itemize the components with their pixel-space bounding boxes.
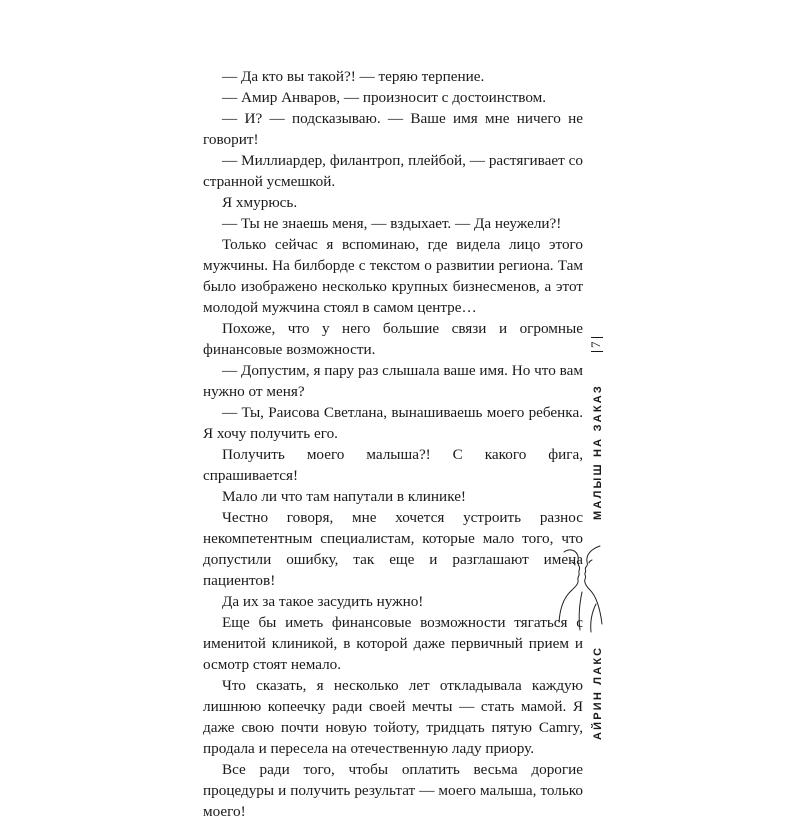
paragraph: — Амир Анваров, — произносит с достоинством. (222, 89, 547, 106)
running-title: МАЛЫШ НА ЗАКАЗ (592, 384, 604, 520)
paragraph: Получить моего малыша?! С какого фига, спрашивается! (203, 446, 583, 484)
paragraph: — Ты не знаешь меня, — вздыхает. — Да неужели?! (222, 215, 562, 232)
paragraph: Только сейчас я вспоминаю, где видела лицо этого мужчины. На билборде с текстом о развитии региона. Там было изображено несколько крупных бизнесменов, а этот молодой мужчина стоял в самом центре… (203, 236, 583, 316)
paragraph: Честно говоря, мне хочется устроить разнос некомпетентным специалистам, которые мало того, что допустили ошибку, так еще и разглашают имена пациентов! (203, 509, 583, 589)
paragraph: Мало ли что там напутали в клинике! (222, 488, 466, 505)
body-text (203, 66, 583, 822)
paragraph: Я хмурюсь. (222, 194, 298, 211)
paragraph: — Миллиардер, филантроп, плейбой, — растягивает со странной усмешкой. (203, 152, 583, 190)
author-name: АЙРИН ЛАКС (592, 645, 604, 740)
kissing-faces-icon (556, 542, 608, 634)
paragraph: — Да кто вы такой?! — теряю терпение. (222, 68, 485, 85)
paragraph: Что сказать, я несколько лет откладывала каждую лишнюю копеечку ради своей мечты — стать мамой. Я даже свою почти новую тойоту, тридцать пятую Camry, продала и пересела на отечественную ладу приору. (203, 677, 583, 757)
paragraph: — Допустим, я пару раз слышала ваше имя. Но что вам нужно от меня? (203, 362, 583, 400)
page-number-value: 7 (588, 341, 603, 348)
paragraph: — Ты, Раисова Светлана, вынашиваешь моего ребенка. Я хочу получить его. (203, 404, 583, 442)
paragraph: Похоже, что у него большие связи и огромные финансовые возможности. (203, 320, 583, 358)
paragraph: Да их за такое засудить нужно! (222, 593, 424, 610)
page-number (588, 335, 604, 356)
paragraph: Еще бы иметь финансовые возможности тягаться с именитой клиникой, в которой даже первичный прием и осмотр стоят немало. (203, 614, 583, 673)
paragraph: Все ради того, чтобы оплатить весьма дорогие процедуры и получить результат — моего малыша, только моего! (203, 761, 583, 820)
paragraph: — И? — подсказываю. — Ваше имя мне ничего не говорит! (203, 110, 583, 148)
